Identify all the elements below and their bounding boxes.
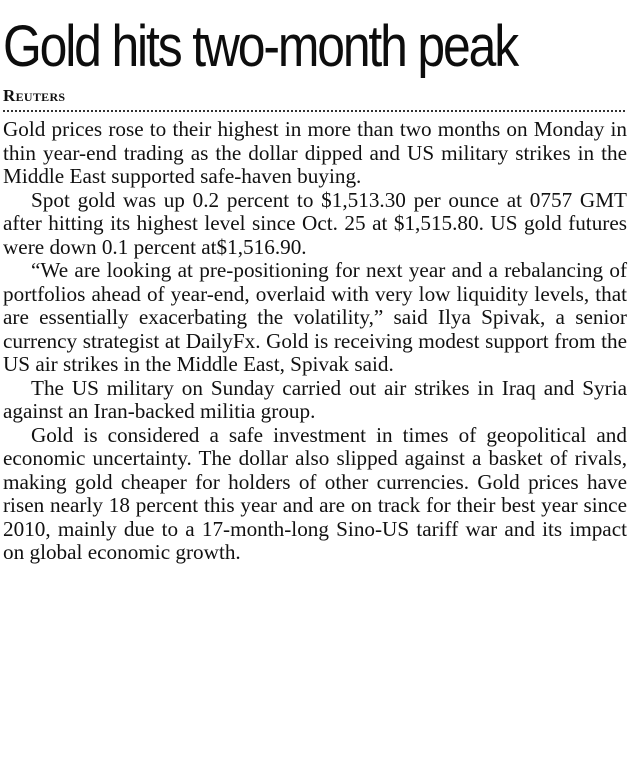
article-headline: Gold hits two-month peak	[3, 14, 517, 79]
article-paragraph: The US military on Sunday carried out air strikes in Iraq and Syria against an Iran-backed militia group.	[3, 375, 627, 423]
article-paragraph: Spot gold was up 0.2 percent to $1,513.30 per ounce at 0757 GMT after hitting its highest level since Oct. 25 at $1,515.80. US gold futures were down 0.1 percent at$1,516.90.	[3, 187, 627, 259]
article-paragraph: Gold prices rose to their highest in more than two months on Monday in thin year-end trading as the dollar dipped and US military strikes in the Middle East supported safe-haven buying.	[3, 117, 627, 188]
article-body	[3, 118, 627, 565]
dotted-divider	[3, 110, 625, 112]
article-paragraph: Gold is considered a safe investment in times of geopolitical and economic uncertainty. The dollar also slipped against a basket of rivals, making gold cheaper for holders of other currencies. Gold prices have risen nearly 18 percent this year and are on track for their best year since 2010, mainly due to a 17-month-long Sino-US tariff war and its impact on global economic growth.	[3, 422, 627, 564]
article-byline: Reuters	[3, 86, 66, 105]
article-paragraph: “We are looking at pre-positioning for next year and a rebalancing of portfolios ahead of year-end, overlaid with very low liquidity levels, that are essentially exacerbating the volatility,” said Ilya Spivak, a senior currency strategist at DailyFx. Gold is receiving modest support from the US air strikes in the Middle East, Spivak said.	[3, 258, 627, 376]
